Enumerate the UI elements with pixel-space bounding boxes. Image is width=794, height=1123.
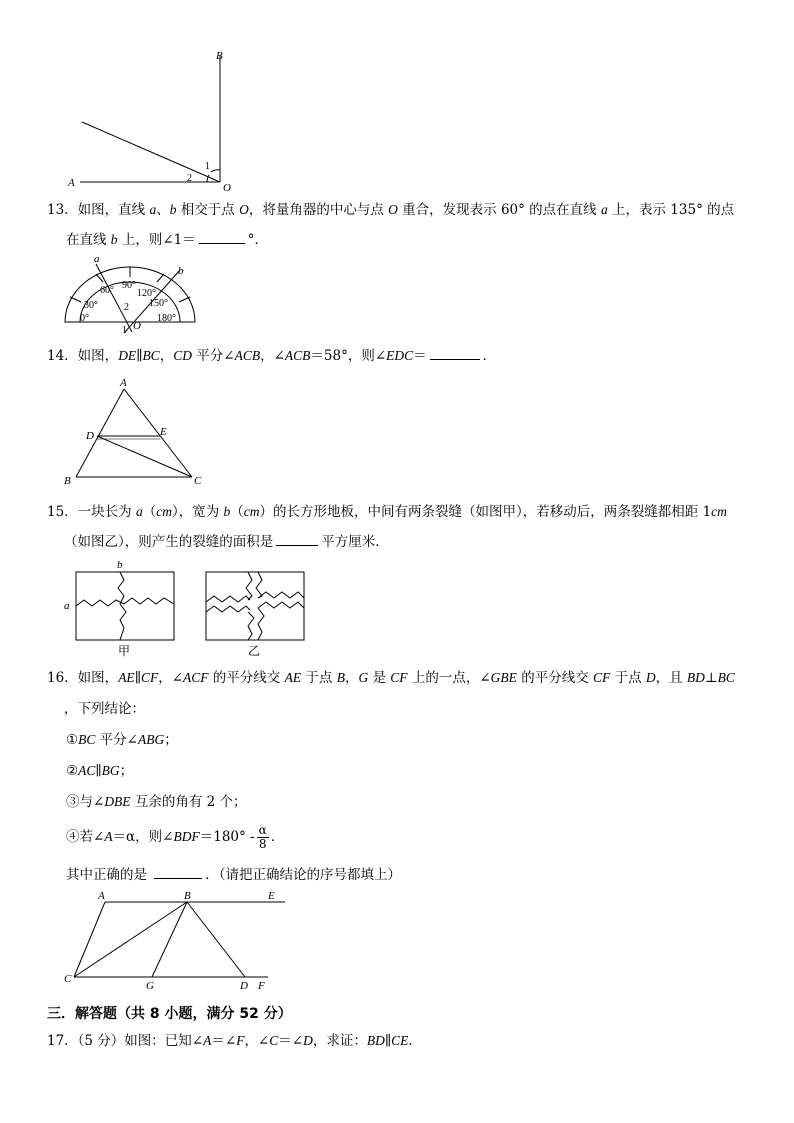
point-C: C — [64, 973, 72, 985]
deg-150: 150° — [149, 298, 168, 309]
answer-blank-q13[interactable] — [199, 231, 245, 244]
q14-line1: 14．如图，DE∥BC，CD 平分∠ACB，∠ACB＝58°，则∠EDC＝ ． — [47, 348, 497, 364]
point-A: A — [98, 890, 105, 902]
label-B: B — [216, 50, 223, 62]
fraction-alpha-over-8: $\frac{\alpha}{8}$ — [258, 823, 267, 851]
deg-90: 90° — [122, 280, 136, 291]
caption-jia: 甲 — [118, 644, 131, 658]
answer-blank-q16[interactable] — [154, 866, 202, 879]
figure-protractor — [60, 252, 210, 337]
q15-line1: 15．一块长为 a（cm），宽为 b（cm）的长方形地板，中间有两条裂缝（如图甲），若移动后，两条裂缝都相距 1cm — [47, 504, 727, 520]
point-E: E — [268, 890, 275, 902]
point-F: F — [258, 980, 265, 992]
figure-floor-cracks — [62, 558, 312, 658]
q15-line2: （如图乙），则产生的裂缝的面积是 平方厘米． — [64, 534, 389, 550]
vertex-B: B — [64, 475, 71, 487]
point-D: D — [86, 430, 94, 442]
vertex-A: A — [120, 377, 127, 389]
q16-conclusion-1: ①BC 平分∠ABG； — [66, 732, 178, 748]
triangle-diagram — [62, 374, 222, 489]
angle-diagram — [60, 45, 250, 195]
angle-label-1: 1 — [122, 325, 127, 336]
side-label-b: b — [117, 559, 123, 571]
point-E: E — [160, 426, 167, 438]
q17-line1: 17．（5 分）如图：已知∠A＝∠F，∠C＝∠D，求证：BD∥CE． — [47, 1033, 422, 1049]
figure-angle-aob — [60, 45, 250, 195]
deg-0: 0° — [80, 313, 89, 324]
deg-120: 120° — [137, 288, 156, 299]
deg-60: 60° — [100, 285, 114, 296]
angle-label-1: 1 — [205, 161, 210, 172]
point-D: D — [240, 980, 248, 992]
label-O: O — [133, 320, 141, 332]
label-A: A — [68, 177, 75, 189]
vertex-C: C — [194, 475, 202, 487]
q16-conclusion-4: ④若∠A＝α，则∠BDF＝180° - $\frac{\alpha}{8}$ ． — [66, 823, 285, 851]
q16-conclusion-2: ②AC∥BG； — [66, 763, 134, 779]
q13-line2: 在直线 b 上，则∠1＝ °． — [66, 232, 268, 248]
q16-conclusion-3: ③与∠DBE 互余的角有 2 个； — [66, 794, 247, 810]
label-O: O — [223, 182, 231, 194]
caption-yi: 乙 — [248, 644, 261, 658]
line-label-b: b — [178, 265, 184, 277]
side-label-a: a — [64, 600, 70, 612]
section-heading-3: 三．解答题（共 8 小题，满分 52 分） — [47, 1006, 292, 1022]
parallel-lines-diagram — [60, 888, 290, 993]
q16-answer-line: 其中正确的是 ．（请把正确结论的序号都填上） — [66, 867, 402, 883]
figure-parallel-lines — [60, 888, 290, 993]
protractor-diagram — [60, 252, 210, 337]
deg-30: 30° — [84, 300, 98, 311]
point-B: B — [184, 890, 191, 902]
point-G: G — [146, 980, 154, 992]
q13-line1: 13．如图，直线 a、b 相交于点 O，将量角器的中心与点 O 重合，发现表示 60° 的点在直线 a 上，表示 135° 的点 — [47, 202, 735, 218]
answer-blank-q15[interactable] — [276, 533, 318, 546]
answer-blank-q14[interactable] — [430, 347, 480, 360]
line-label-a: a — [94, 253, 100, 265]
figure-triangle — [62, 374, 222, 489]
q16-line1: 16．如图，AE∥CF，∠ACF 的平分线交 AE 于点 B，G 是 CF 上的一点，∠GBE 的平分线交 CF 于点 D，且 BD⊥BC — [47, 670, 735, 686]
angle-label-2: 2 — [187, 173, 192, 184]
q16-line2: ，下列结论： — [64, 701, 145, 717]
angle-label-2: 2 — [124, 302, 129, 313]
deg-180: 180° — [157, 313, 176, 324]
floor-crack-diagram — [62, 558, 312, 658]
